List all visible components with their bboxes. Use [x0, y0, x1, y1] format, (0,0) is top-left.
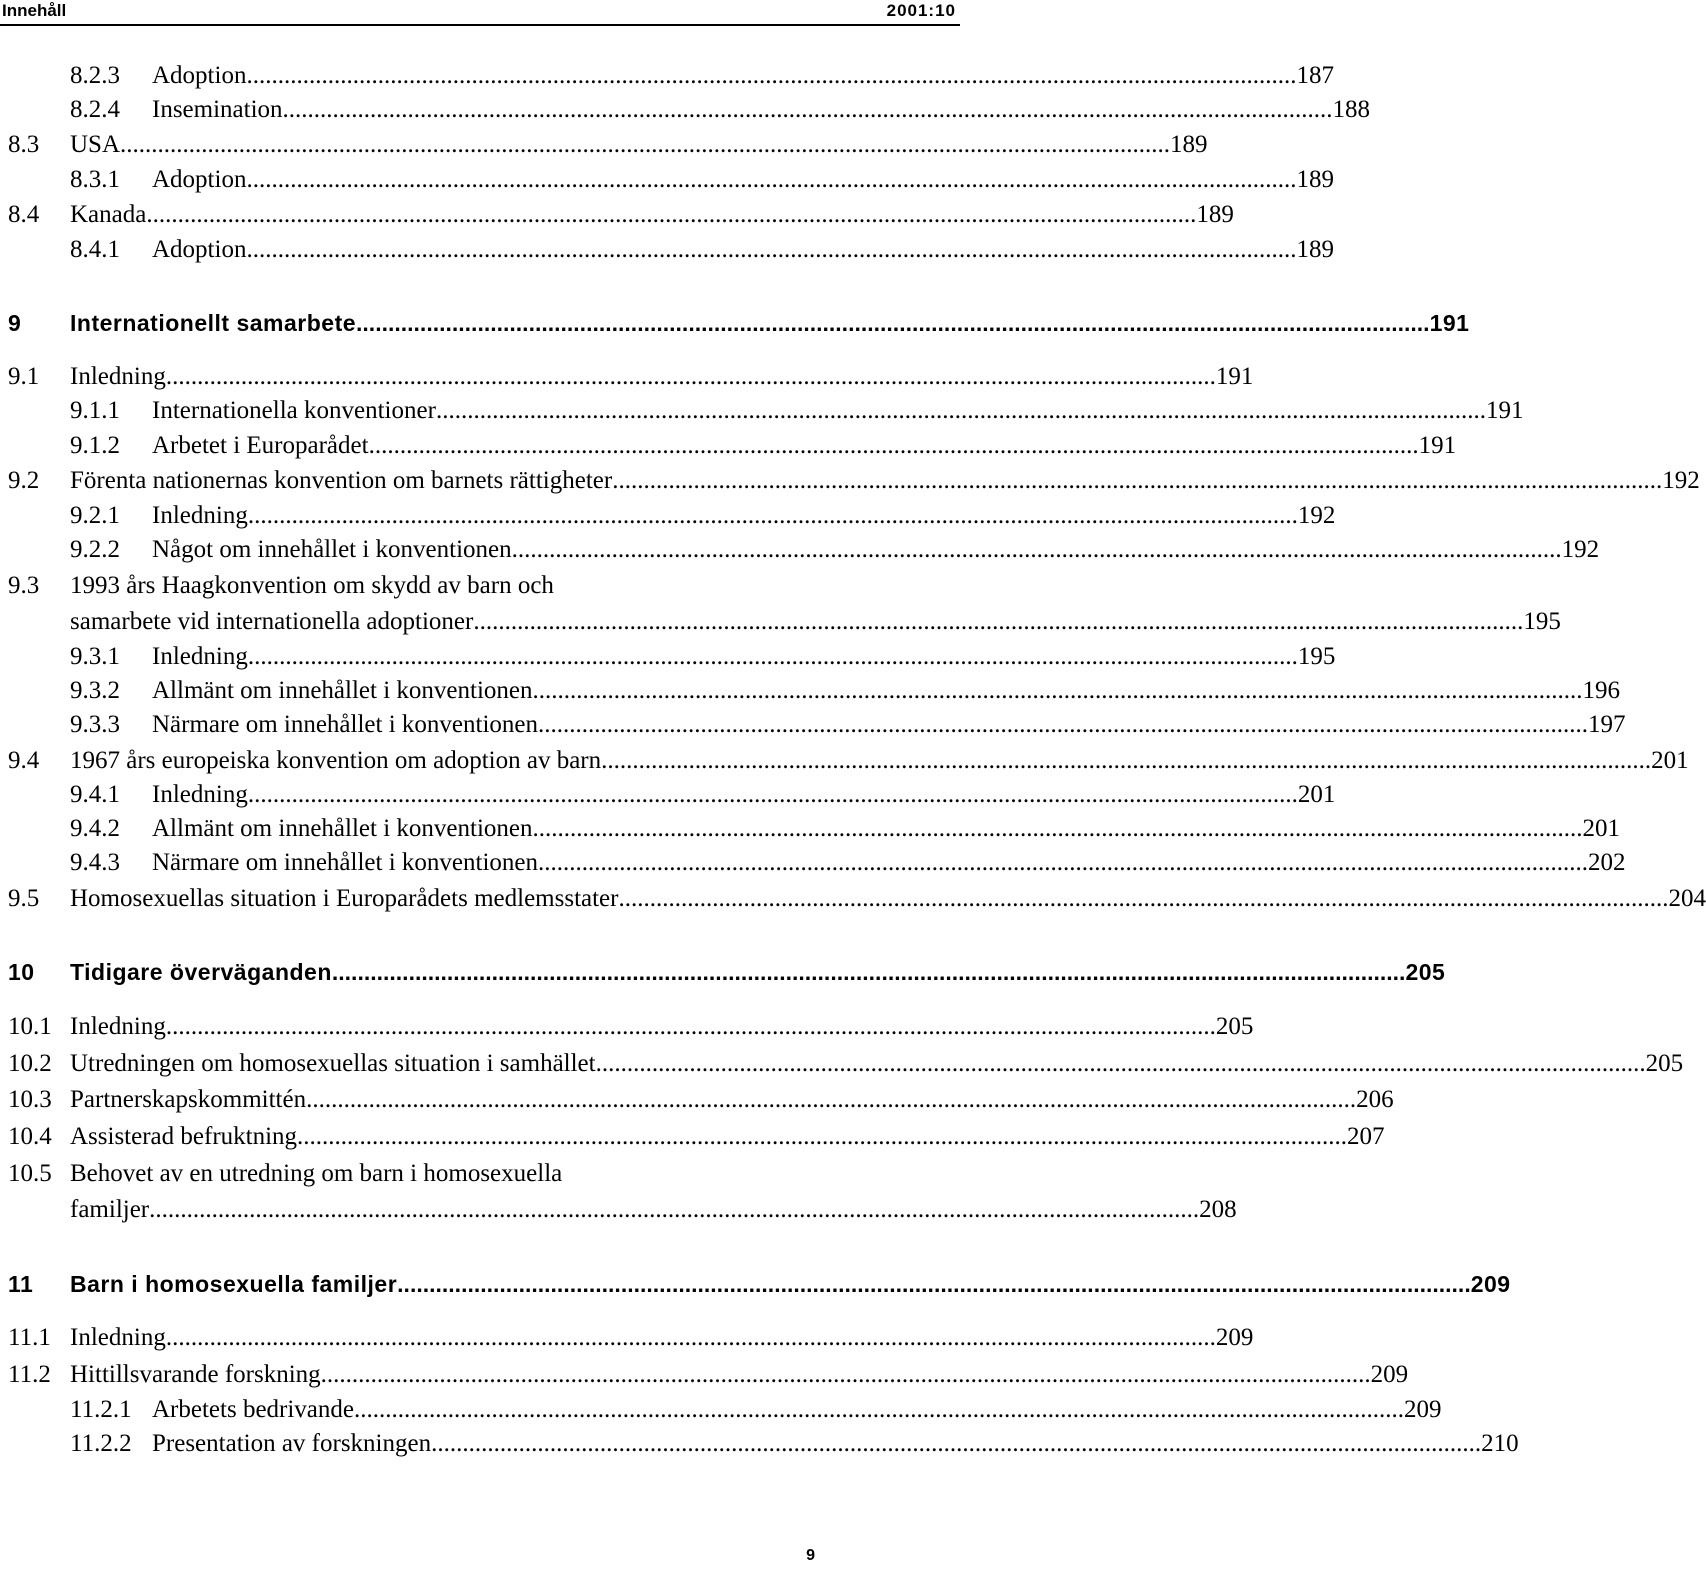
toc-entry-title: Adoption — [152, 62, 247, 89]
toc-entry-page: 205 — [1405, 959, 1446, 985]
toc-entry-page: 192 — [1297, 502, 1336, 529]
toc-entry-page: 191 — [1429, 310, 1470, 336]
dot-leader: ........................................................................................................................................................................ — [511, 536, 1562, 563]
toc-entry[interactable] — [8, 361, 1254, 393]
toc-entry-page: 206 — [1356, 1086, 1394, 1113]
toc-chapter-entry[interactable] — [8, 956, 1446, 988]
toc-entry-page: 205 — [1645, 1050, 1684, 1077]
toc-entry-number: 10 — [8, 959, 35, 985]
toc-entry-number: 11.2.1 — [70, 1396, 132, 1423]
toc-entry-number: 9.2 — [8, 467, 40, 494]
toc-chapter-entry[interactable] — [8, 307, 1470, 339]
toc-entry-title: Arbetet i Europarådet — [152, 432, 369, 459]
dot-leader: ........................................................................................................................................................................ — [297, 1123, 1348, 1150]
toc-entry[interactable] — [70, 1428, 1519, 1460]
dot-leader: ........................................................................................................................................................................ — [601, 747, 1652, 774]
dot-leader: ........................................................................................................................................................................ — [146, 201, 1197, 228]
toc-entry[interactable] — [8, 129, 1208, 161]
toc-entry-title: Homosexuellas situation i Europarådets medlemsstater — [70, 885, 619, 912]
dot-leader: ........................................................................................................................................................................ — [397, 1271, 1471, 1297]
toc-entry-number: 9.2.2 — [70, 536, 120, 563]
toc-entry-title-line1: Behovet av en utredning om barn i homosexuella — [70, 1160, 563, 1187]
dot-leader: ........................................................................................................................................................................ — [247, 643, 1298, 670]
dot-leader: ........................................................................................................................................................................ — [247, 781, 1298, 808]
toc-entry[interactable] — [8, 1084, 1394, 1116]
toc-entry-number: 9.4.1 — [70, 781, 120, 808]
dot-leader: ........................................................................................................................................................................ — [435, 397, 1486, 424]
toc-entry-title: Inledning — [70, 1013, 166, 1040]
toc-entry-number: 8.3.1 — [70, 166, 120, 193]
toc-entry-page: 201 — [1651, 747, 1689, 774]
toc-entry-number: 9.3.3 — [70, 711, 120, 738]
dot-leader: ........................................................................................................................................................................ — [618, 885, 1669, 912]
dot-leader: ........................................................................................................................................................................ — [538, 711, 1588, 738]
toc-entry-title: Internationella konventioner — [152, 397, 436, 424]
toc-entry-page: 208 — [1199, 1196, 1237, 1223]
toc-entry-title: Inledning — [70, 363, 166, 390]
dot-leader: ........................................................................................................................................................................ — [595, 1050, 1646, 1077]
toc-entry[interactable] — [70, 1394, 1442, 1426]
toc-entry[interactable] — [70, 234, 1334, 266]
toc-entry-title: Hittillsvarande forskning — [70, 1361, 321, 1388]
toc-entry-number: 9 — [8, 310, 22, 336]
toc-entry[interactable] — [8, 745, 1689, 777]
toc-entry[interactable] — [70, 675, 1620, 707]
dot-leader: ........................................................................................................................................................................ — [356, 310, 1430, 336]
toc-entry-page: 191 — [1215, 363, 1254, 390]
dot-leader: ........................................................................................................................................................................ — [246, 236, 1297, 263]
dot-leader: ........................................................................................................................................................................ — [306, 1086, 1357, 1113]
toc-entry-title: Inledning — [152, 502, 248, 529]
toc-entry-title: Inledning — [70, 1324, 166, 1351]
dot-leader: ........................................................................................................................................................................ — [282, 96, 1333, 123]
toc-entry[interactable] — [70, 94, 1371, 126]
toc-entry[interactable] — [8, 1011, 1254, 1043]
dot-leader: ........................................................................................................................................................................ — [246, 62, 1297, 89]
toc-entry-page: 191 — [1418, 432, 1457, 459]
dot-leader: ........................................................................................................................................................................ — [331, 959, 1406, 985]
toc-entry-number: 10.1 — [8, 1013, 52, 1040]
dot-leader: ........................................................................................................................................................................ — [532, 815, 1583, 842]
toc-entry-number: 9.2.1 — [70, 502, 120, 529]
toc-entry-page: 201 — [1582, 815, 1620, 842]
toc-entry-page: 209 — [1470, 1271, 1511, 1297]
toc-entry-title-line1: 1993 års Haagkonvention om skydd av barn och — [70, 572, 554, 599]
toc-entry-number: 11.2 — [8, 1361, 51, 1388]
toc-entry[interactable] — [70, 500, 1336, 532]
toc-entry-number: 8.2.4 — [70, 96, 120, 123]
toc-entry-title: Internationellt samarbete — [70, 310, 357, 336]
toc-entry-page: 202 — [1588, 849, 1626, 876]
dot-leader: ........................................................................................................................................................................ — [320, 1361, 1371, 1388]
toc-entry-number: 9.4 — [8, 747, 40, 774]
toc-entry-page: 196 — [1582, 677, 1620, 704]
toc-entry[interactable] — [8, 1322, 1254, 1354]
toc-entry-page: 192 — [1561, 536, 1600, 563]
toc-entry-title: samarbete vid internationella adoptioner — [70, 608, 474, 635]
toc-entry-page: 188 — [1332, 96, 1371, 123]
toc-entry-number: 10.5 — [8, 1160, 52, 1187]
toc-entry-title: Närmare om innehållet i konventionen — [152, 849, 538, 876]
toc-entry-number: 9.3.2 — [70, 677, 120, 704]
toc-entry[interactable] — [8, 465, 1700, 497]
dot-leader: ........................................................................................................................................................................ — [149, 1196, 1200, 1223]
toc-entry-title: Insemination — [152, 96, 283, 123]
toc-entry-title: Arbetets bedrivande — [152, 1396, 355, 1423]
dot-leader: ........................................................................................................................................................................ — [120, 131, 1171, 158]
toc-entry-page: 189 — [1196, 201, 1234, 228]
toc-entry-number: 10.4 — [8, 1123, 52, 1150]
dot-leader: ........................................................................................................................................................................ — [538, 849, 1588, 876]
toc-entry[interactable] — [8, 199, 1234, 231]
toc-entry-page: 207 — [1347, 1123, 1385, 1150]
toc-entry-page: 192 — [1662, 467, 1700, 494]
dot-leader: ........................................................................................................................................................................ — [247, 502, 1298, 529]
toc-entry-title: Tidigare överväganden — [70, 959, 332, 985]
toc-entry-title: Barn i homosexuella familjer — [70, 1271, 398, 1297]
toc-entry-title: Något om innehållet i konventionen — [152, 536, 512, 563]
toc-entry[interactable] — [70, 534, 1600, 566]
toc-entry-page: 201 — [1297, 781, 1336, 808]
toc-entry[interactable] — [70, 641, 1336, 673]
dot-leader: ........................................................................................................................................................................ — [354, 1396, 1405, 1423]
toc-entry-title: Partnerskapskommittén — [70, 1086, 307, 1113]
toc-entry[interactable] — [8, 1121, 1385, 1153]
toc-entry[interactable] — [8, 1048, 1684, 1080]
toc-entry-number: 9.4.2 — [70, 815, 120, 842]
toc-entry-title: Kanada — [70, 201, 147, 228]
toc-entry-title: familjer — [70, 1196, 150, 1223]
toc-entry-number: 11.2.2 — [70, 1430, 132, 1457]
toc-entry-page: 187 — [1296, 62, 1334, 89]
toc-entry-number: 11 — [8, 1271, 34, 1297]
toc-entry-title: Presentation av forskningen — [152, 1430, 432, 1457]
toc-entry[interactable] — [70, 430, 1457, 462]
toc-entry-page: 205 — [1215, 1013, 1254, 1040]
toc-entry[interactable] — [70, 60, 1334, 92]
header-document-number: 2001:10 — [886, 1, 956, 20]
toc-entry-title: USA — [70, 131, 121, 158]
toc-entry[interactable] — [70, 813, 1620, 845]
dot-leader: ........................................................................................................................................................................ — [368, 432, 1419, 459]
dot-leader: ........................................................................................................................................................................ — [431, 1430, 1482, 1457]
toc-entry-title: Adoption — [152, 236, 247, 263]
dot-leader: ........................................................................................................................................................................ — [246, 166, 1297, 193]
toc-entry-page: 209 — [1404, 1396, 1442, 1423]
dot-leader: ........................................................................................................................................................................ — [612, 467, 1663, 494]
toc-entry-number: 10.3 — [8, 1086, 52, 1113]
toc-entry[interactable] — [70, 395, 1524, 427]
toc-entry-number: 9.1.1 — [70, 397, 120, 424]
toc-entry-number: 8.2.3 — [70, 62, 120, 89]
toc-entry-number: 8.4 — [8, 201, 40, 228]
toc-entry-number: 9.1.2 — [70, 432, 120, 459]
toc-entry-page: 189 — [1296, 166, 1334, 193]
toc-entry-page: 195 — [1297, 643, 1336, 670]
toc-entry-page: 204 — [1668, 885, 1706, 912]
toc-entry-page: 189 — [1170, 131, 1208, 158]
toc-entry-number: 10.2 — [8, 1050, 52, 1077]
toc-entry-number: 9.3 — [8, 572, 40, 599]
toc-entry-number: 11.1 — [8, 1324, 51, 1351]
toc-entry[interactable] — [70, 779, 1336, 811]
toc-entry-number: 8.4.1 — [70, 236, 120, 263]
toc-entry-number: 8.3 — [8, 131, 40, 158]
toc-entry-number: 9.5 — [8, 885, 40, 912]
toc-entry[interactable] — [70, 847, 1626, 879]
toc-entry[interactable] — [70, 164, 1334, 196]
toc-entry-page: 197 — [1588, 711, 1626, 738]
toc-entry-title: Allmänt om innehållet i konventionen — [152, 815, 533, 842]
toc-entry-number: 9.1 — [8, 363, 40, 390]
toc-entry-title: Allmänt om innehållet i konventionen — [152, 677, 533, 704]
toc-entry-number: 9.4.3 — [70, 849, 120, 876]
toc-entry-title: Assisterad befruktning — [70, 1123, 298, 1150]
toc-entry-title: Inledning — [152, 643, 248, 670]
page-number: 9 — [806, 1547, 815, 1564]
dot-leader: ........................................................................................................................................................................ — [532, 677, 1583, 704]
toc-entry-page: 210 — [1481, 1430, 1519, 1457]
dot-leader: ........................................................................................................................................................................ — [165, 1013, 1216, 1040]
toc-entry-title: Inledning — [152, 781, 248, 808]
toc-entry-page: 195 — [1523, 608, 1561, 635]
toc-entry-page: 209 — [1215, 1324, 1254, 1351]
toc-entry[interactable] — [8, 1359, 1409, 1391]
toc-entry-title: Närmare om innehållet i konventionen — [152, 711, 538, 738]
toc-entry[interactable] — [8, 883, 1706, 915]
toc-entry[interactable] — [70, 709, 1626, 741]
toc-entry-page: 191 — [1485, 397, 1524, 424]
toc-entry-title: Adoption — [152, 166, 247, 193]
toc-chapter-entry[interactable] — [8, 1268, 1511, 1300]
toc-entry-title: Utredningen om homosexuellas situation i samhället — [70, 1050, 596, 1077]
dot-leader: ........................................................................................................................................................................ — [165, 1324, 1216, 1351]
toc-entry-page: 189 — [1296, 236, 1334, 263]
toc-entry-page: 209 — [1370, 1361, 1409, 1388]
toc-entry-title: 1967 års europeiska konvention om adoption av barn — [70, 747, 602, 774]
toc-entry-number: 9.3.1 — [70, 643, 120, 670]
dot-leader: ........................................................................................................................................................................ — [165, 363, 1216, 390]
toc-entry-title: Förenta nationernas konvention om barnets rättigheter — [70, 467, 613, 494]
header-section-title: Innehåll — [2, 1, 67, 20]
dot-leader: ........................................................................................................................................................................ — [473, 608, 1524, 635]
